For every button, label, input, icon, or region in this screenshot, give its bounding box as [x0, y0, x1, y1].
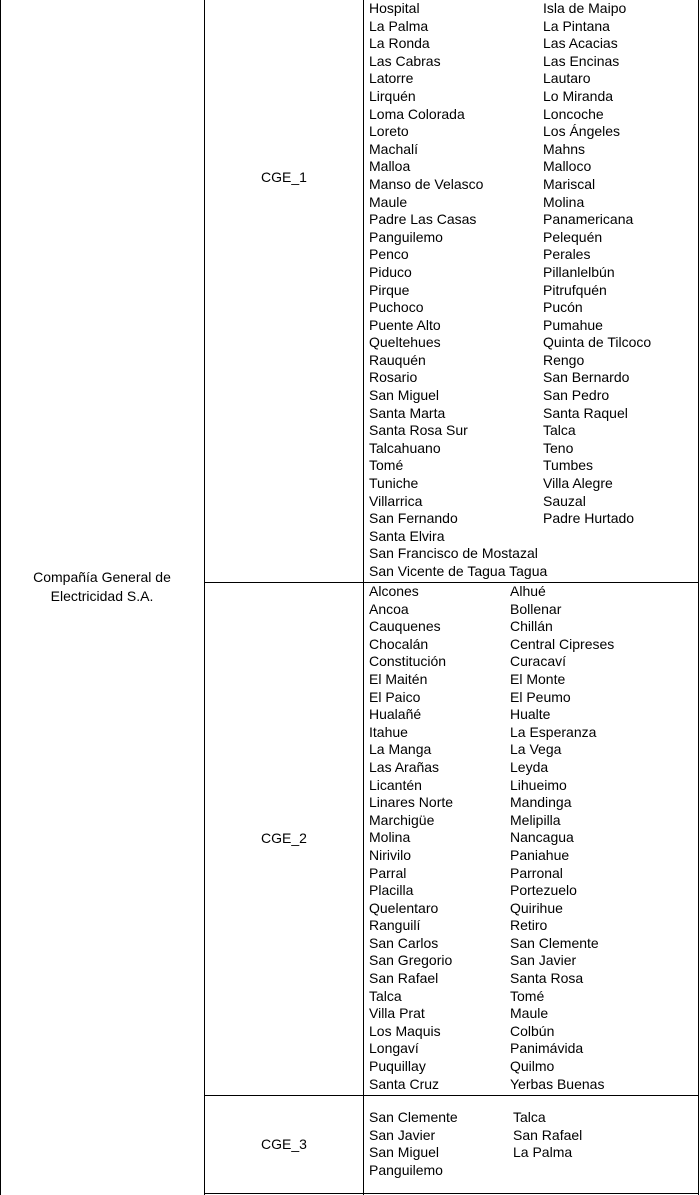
group-label-cge-2: CGE_2: [261, 830, 307, 846]
location-item: Talca: [543, 422, 576, 439]
location-item: Talcahuano: [369, 439, 441, 456]
cge-2-right-list: [510, 583, 614, 1093]
location-item: La Ronda: [369, 35, 430, 52]
table-divider-group: [363, 0, 364, 1195]
location-item: Los Ángeles: [543, 123, 621, 140]
location-item: Quirihue: [510, 899, 563, 916]
company-name-line: Compañía General de: [33, 569, 171, 585]
location-item: Villarrica: [369, 492, 423, 509]
location-item: San Vicente de Tagua Tagua: [369, 563, 548, 579]
location-item: Latorre: [369, 70, 414, 87]
location-item: Talca: [369, 987, 402, 1004]
location-item: El Peumo: [510, 688, 571, 705]
cge-3-right-list: [513, 1109, 582, 1162]
location-item: San Pedro: [543, 387, 610, 404]
location-item: Longaví: [369, 1040, 419, 1057]
location-item: El Paico: [369, 688, 421, 705]
location-item: Las Acacias: [543, 35, 618, 52]
location-item: San Carlos: [369, 934, 439, 951]
location-item: Yerbas Buenas: [510, 1075, 605, 1092]
location-item: Parral: [369, 864, 407, 881]
company-name-line: Electricidad S.A.: [50, 588, 154, 604]
location-item: El Maitén: [369, 670, 428, 687]
location-item: La Palma: [369, 17, 429, 34]
location-item: Melipilla: [510, 811, 561, 828]
location-item: Tumbes: [543, 457, 594, 474]
location-item: Central Cipreses: [510, 635, 615, 652]
location-item: San Javier: [369, 1126, 436, 1143]
location-item: Isla de Maipo: [543, 0, 627, 16]
location-item: Lautaro: [543, 70, 591, 87]
location-item: Villa Alegre: [543, 475, 613, 492]
table-border-bottom: [204, 1193, 699, 1194]
location-item: Loma Colorada: [369, 105, 465, 122]
location-item: Lirquén: [369, 87, 416, 104]
location-item: San Clemente: [369, 1109, 458, 1125]
location-item: Rengo: [543, 351, 585, 368]
location-item: Pelequén: [543, 228, 603, 245]
location-item: Penco: [369, 246, 409, 263]
location-item: Quilmo: [510, 1058, 555, 1075]
location-item: Manso de Velasco: [369, 175, 484, 192]
location-item: San Francisco de Mostazal: [369, 545, 538, 562]
location-item: Bollenar: [510, 600, 562, 617]
location-item: Ranguilí: [369, 917, 421, 934]
location-item: Curacaví: [510, 653, 567, 670]
location-item: Padre Las Casas: [369, 211, 477, 228]
location-item: Panguilemo: [369, 1161, 443, 1178]
location-item: Retiro: [510, 917, 548, 934]
location-item: Molina: [543, 193, 585, 210]
location-item: Santa Marta: [369, 404, 446, 421]
cge-1-left-list: [369, 0, 547, 581]
location-item: Chillán: [510, 618, 553, 635]
location-item: Nancagua: [510, 829, 574, 846]
company-name: [0, 568, 204, 606]
location-item: San Fernando: [369, 510, 458, 527]
location-item: Las Cabras: [369, 52, 441, 69]
location-item: Queltehues: [369, 334, 441, 351]
group-label-cge-3: CGE_3: [261, 1136, 307, 1152]
location-item: Maule: [510, 1005, 549, 1022]
location-item: Santa Raquel: [543, 404, 628, 421]
location-item: Panimávida: [510, 1040, 584, 1057]
location-item: Panguilemo: [369, 228, 443, 245]
location-item: Malloco: [543, 158, 592, 175]
location-item: Lo Miranda: [543, 87, 614, 104]
location-item: Rosario: [369, 369, 418, 386]
location-item: Parronal: [510, 864, 563, 881]
location-item: Los Maquis: [369, 1022, 441, 1039]
location-item: San Rafael: [513, 1126, 583, 1143]
location-item: Lihueimo: [510, 776, 567, 793]
location-item: Teno: [543, 439, 574, 456]
location-item: San Gregorio: [369, 952, 453, 969]
location-item: Quelentaro: [369, 899, 439, 916]
location-item: Santa Rosa: [510, 970, 584, 987]
location-item: Leyda: [510, 758, 549, 775]
row-divider-2: [204, 1095, 699, 1096]
location-item: Marchigüe: [369, 811, 435, 828]
location-item: Placilla: [369, 882, 414, 899]
location-item: San Clemente: [510, 934, 599, 951]
location-item: Malloa: [369, 158, 411, 175]
location-item: La Palma: [513, 1144, 573, 1161]
location-item: Santa Rosa Sur: [369, 422, 468, 439]
location-item: Loreto: [369, 123, 409, 140]
location-item: Piduco: [369, 263, 412, 280]
location-item: Loncoche: [543, 105, 604, 122]
location-item: Quinta de Tilcoco: [543, 334, 652, 351]
location-item: Pitrufquén: [543, 281, 607, 298]
location-item: Tomé: [369, 457, 404, 474]
location-item: Hualte: [510, 706, 551, 723]
location-item: Linares Norte: [369, 794, 454, 811]
location-item: Alhué: [510, 583, 546, 599]
location-item: Chocalán: [369, 635, 429, 652]
location-item: Licantén: [369, 776, 422, 793]
location-item: Pillanlelbún: [543, 263, 615, 280]
location-item: Molina: [369, 829, 411, 846]
location-item: Hospital: [369, 0, 420, 16]
location-item: Villa Prat: [369, 1005, 425, 1022]
cge-2-left-list: [369, 583, 453, 1093]
location-item: La Esperanza: [510, 723, 597, 740]
location-item: Paniahue: [510, 846, 570, 863]
location-item: San Miguel: [369, 1144, 440, 1161]
location-item: Mariscal: [543, 175, 596, 192]
location-item: Constitución: [369, 653, 447, 670]
table-border-right: [698, 0, 699, 1195]
location-item: Padre Hurtado: [543, 510, 635, 527]
location-item: Mandinga: [510, 794, 572, 811]
location-item: Machalí: [369, 140, 419, 157]
location-item: Puquillay: [369, 1058, 426, 1075]
location-item: Pirque: [369, 281, 410, 298]
location-item: Pucón: [543, 299, 583, 316]
location-item: San Javier: [510, 952, 577, 969]
location-item: Mahns: [543, 140, 586, 157]
location-item: La Manga: [369, 741, 432, 758]
location-item: Pumahue: [543, 316, 603, 333]
location-item: Nirivilo: [369, 846, 411, 863]
location-item: Cauquenes: [369, 618, 441, 635]
location-item: Talca: [513, 1109, 546, 1125]
location-item: Alcones: [369, 583, 419, 599]
location-item: Sauzal: [543, 492, 586, 509]
location-item: Rauquén: [369, 351, 426, 368]
location-item: Las Encinas: [543, 52, 620, 69]
location-item: Hualañé: [369, 706, 422, 723]
location-item: Portezuelo: [510, 882, 577, 899]
location-item: San Bernardo: [543, 369, 630, 386]
group-label-cge-1: CGE_1: [261, 169, 307, 185]
location-item: Tomé: [510, 987, 545, 1004]
location-item: Maule: [369, 193, 408, 210]
location-item: Puente Alto: [369, 316, 441, 333]
cge-1-right-list: [543, 0, 651, 528]
location-item: San Miguel: [369, 387, 440, 404]
location-item: El Monte: [510, 670, 566, 687]
location-item: Santa Elvira: [369, 527, 445, 544]
location-item: Itahue: [369, 723, 408, 740]
location-item: Puchoco: [369, 299, 424, 316]
location-item: Panamericana: [543, 211, 634, 228]
location-item: Las Arañas: [369, 758, 440, 775]
location-item: Tuniche: [369, 475, 419, 492]
location-item: La Pintana: [543, 17, 610, 34]
location-item: Perales: [543, 246, 591, 263]
location-item: San Rafael: [369, 970, 439, 987]
location-item: Colbún: [510, 1022, 555, 1039]
location-item: La Vega: [510, 741, 562, 758]
location-item: Santa Cruz: [369, 1075, 440, 1092]
cge-3-left-list: [369, 1109, 458, 1179]
location-item: Ancoa: [369, 600, 409, 617]
